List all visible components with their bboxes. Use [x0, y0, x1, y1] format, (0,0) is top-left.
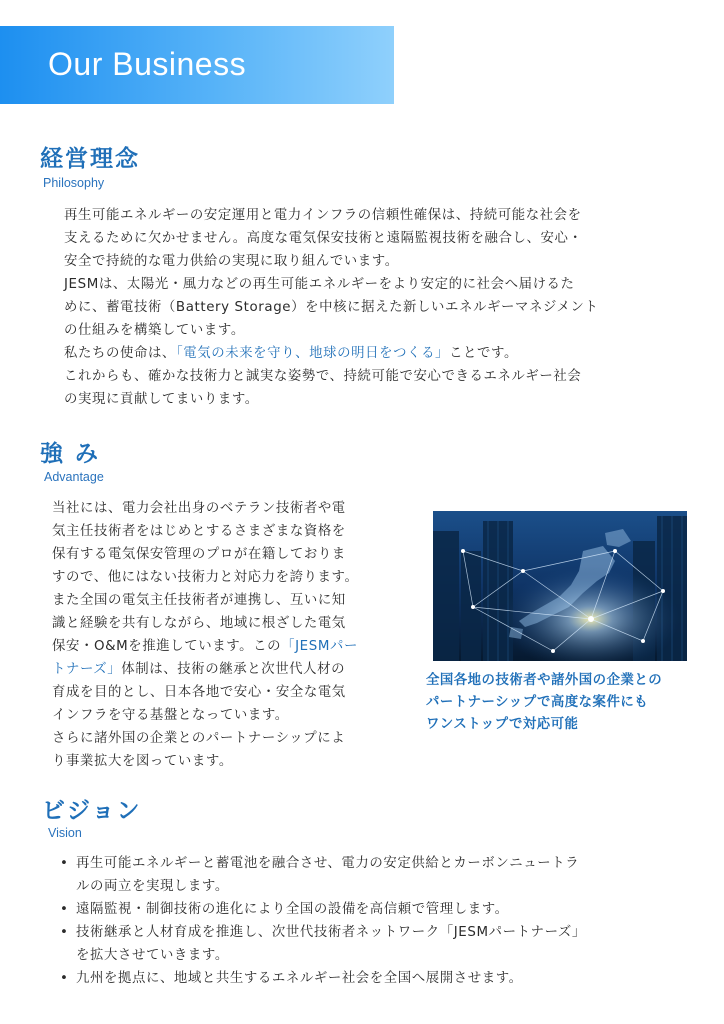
philosophy-line: これからも、確かな技術力と誠実な姿勢で、持続可能で安心できるエネルギー社会	[64, 369, 582, 384]
japan-network-image	[433, 511, 687, 661]
partner-line	[52, 635, 422, 658]
advantage-line: すので、他にはない技術力と対応力を誇ります。	[52, 570, 359, 585]
advantage-line: インフラを守る基盤となっています。	[52, 708, 289, 723]
vision-list-item	[60, 967, 680, 990]
mission-line	[64, 342, 694, 365]
advantage-heading: 強 み	[40, 441, 101, 467]
partner-line	[52, 658, 422, 681]
philosophy-line: の実現に貢献してまいります。	[64, 392, 259, 407]
partner-suffix: 体制は、技術の継承と次世代人材の	[121, 662, 346, 677]
philosophy-line: 再生可能エネルギーの安定運用と電力インフラの信頼性確保は、持続可能な社会を	[64, 208, 582, 223]
advantage-line: 育成を目的とし、日本各地で安心・安全な電気	[52, 685, 346, 700]
philosophy-line: めに、蓄電技術（Battery Storage）を中核に据えた新しいエネルギーマネジメント	[64, 300, 599, 315]
banner-title: Our Business	[48, 46, 247, 82]
mission-suffix: ことです。	[449, 346, 518, 361]
vision-subheading: Vision	[48, 826, 82, 840]
advantage-image-caption	[426, 670, 706, 736]
advantage-line: さらに諸外国の企業とのパートナーシップによ	[52, 731, 346, 746]
advantage-body	[52, 497, 422, 773]
advantage-line: また全国の電気主任技術者が連携し、互いに知	[52, 593, 346, 608]
advantage-line: 識と経験を共有しながら、地域に根ざした電気	[52, 616, 346, 631]
philosophy-line: の仕組みを構築しています。	[64, 323, 245, 338]
philosophy-body	[64, 204, 694, 411]
partner-prefix: 保安・O&Mを推進しています。この	[52, 639, 282, 654]
bullet-icon: •	[60, 925, 69, 940]
caption-line: ワンストップで対応可能	[426, 717, 579, 732]
vision-item-line: を拡大させていきます。	[76, 948, 229, 963]
vision-list-item	[60, 852, 680, 898]
vision-list-item	[60, 898, 680, 921]
partner-highlight: トナーズ」	[52, 662, 122, 677]
section-banner	[0, 26, 394, 104]
bullet-icon: •	[60, 971, 69, 986]
vision-item-line: 再生可能エネルギーと蓄電池を融合させ、電力の安定供給とカーボンニュートラ	[76, 856, 580, 871]
mission-highlight: 「電気の未来を守り、地球の明日をつくる」	[175, 346, 450, 361]
philosophy-line: 安全で持続的な電力供給の実現に取り組んでいます。	[64, 254, 399, 269]
vision-item-line: 遠隔監視・制御技術の進化により全国の設備を高信頼で管理します。	[76, 902, 509, 917]
vision-item-line: 九州を拠点に、地域と共生するエネルギー社会を全国へ展開させます。	[76, 971, 523, 986]
bullet-icon: •	[60, 902, 69, 917]
caption-line: 全国各地の技術者や諸外国の企業との	[426, 673, 663, 688]
advantage-line: り事業拡大を図っています。	[52, 754, 233, 769]
bullet-icon: •	[60, 856, 69, 871]
mission-prefix: 私たちの使命は、	[64, 346, 176, 361]
philosophy-line: JESMは、太陽光・風力などの再生可能エネルギーをより安定的に社会へ届けるた	[64, 277, 575, 292]
vision-item-line: ルの両立を実現します。	[76, 879, 229, 894]
vision-list-item	[60, 921, 680, 967]
advantage-line: 気主任技術者をはじめとするさまざまな資格を	[52, 524, 346, 539]
philosophy-subheading: Philosophy	[43, 176, 105, 190]
advantage-subheading: Advantage	[44, 470, 104, 484]
partner-highlight: 「JESMパー	[281, 639, 358, 654]
advantage-line: 保有する電気保安管理のプロが在籍しておりま	[52, 547, 346, 562]
vision-list	[60, 852, 680, 990]
caption-line: パートナーシップで高度な案件にも	[426, 695, 649, 710]
advantage-line: 当社には、電力会社出身のベテラン技術者や電	[52, 501, 346, 516]
philosophy-line: 支えるために欠かせません。高度な電気保安技術と遠隔監視技術を融合し、安心・	[64, 231, 583, 246]
vision-heading: ビジョン	[42, 798, 142, 824]
vision-item-line: 技術継承と人材育成を推進し、次世代技術者ネットワーク「JESMパートナーズ」	[76, 925, 586, 940]
philosophy-heading: 経営理念	[40, 146, 140, 172]
